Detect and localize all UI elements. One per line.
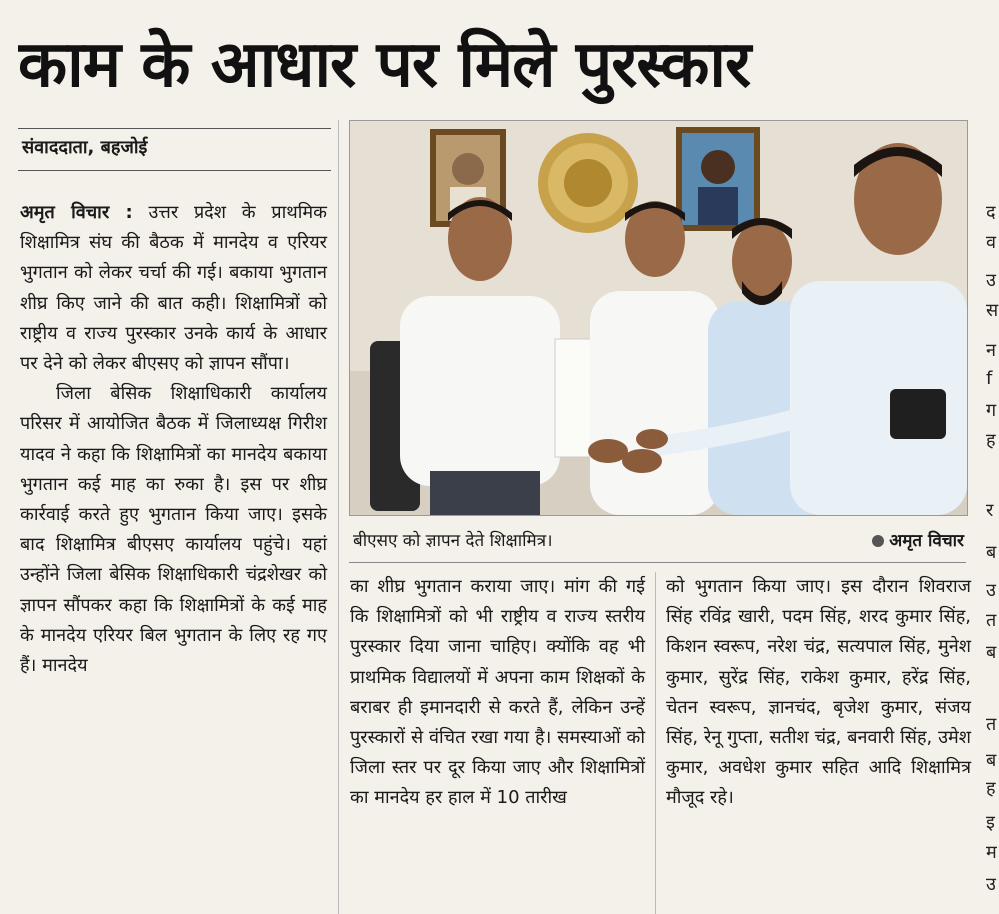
seal-emblem <box>538 133 638 233</box>
edge-fragment: ब <box>986 642 997 663</box>
lead-text: उत्तर प्रदेश के प्राथमिक शिक्षामित्र संघ की बैठक में मानदेय व एरियर भुगतान को लेकर चर्चा की गई। बकाया भुगतान शीघ्र किए जाने की बात कही। शिक्षामित्रों को राष्ट्रीय व राज्य पुरस्कार उनके कार्य के आधार पर देने को लेकर बीएसए को ज्ञापन सौंपा। <box>20 202 327 375</box>
edge-fragment: ग <box>986 400 997 421</box>
portrait-frame-right <box>676 127 760 231</box>
edge-fragment: ब <box>986 750 997 771</box>
edge-fragment: द <box>986 202 996 223</box>
edge-fragment: न <box>986 340 996 361</box>
edge-fragment: स <box>986 300 999 321</box>
body-paragraph-col2: का शीघ्र भुगतान कराया जाए। मांग की गई कि शिक्षामित्रों को भी राष्ट्रीय व राज्य स्तरीय पुरस्कार दिया जाना चाहिए। क्योंकि वह भी प्राथमिक विद्यालयों में अपना काम शिक्षकों के बराबर ही इमानदारी से करते हैं, लेकिन उन्हें पुरस्कारों से वंचित रखा गया है। समस्याओं को जिला स्तर पर दूर किया जाए और शिक्षामित्रों का मानदेय हर हाल में 10 तारीख <box>350 576 645 809</box>
article-column-3 <box>666 572 971 814</box>
column-divider-1 <box>338 120 339 914</box>
edge-fragment: ह <box>986 778 996 799</box>
headline-rule <box>18 128 331 129</box>
headline: काम के आधार पर मिले पुरस्कार <box>18 28 751 102</box>
photo-credit-text: अमृत विचार <box>889 531 964 551</box>
photo-caption-bar <box>349 518 966 563</box>
edge-fragment: म <box>986 842 997 863</box>
byline: संवाददाता, बहजोई <box>22 137 148 158</box>
photo-credit <box>872 528 964 551</box>
byline-rule <box>18 170 331 171</box>
body-paragraph-col1: जिला बेसिक शिक्षाधिकारी कार्यालय परिसर में आयोजित बैठक में जिलाध्यक्ष गिरीश यादव ने कहा कि शिक्षामित्रों का मानदेय बकाया भुगतान कई माह का रुका है। इस पर शीघ्र कार्रवाई करते हुए भुगतान किया जाए। इसके बाद शिक्षामित्र बीएसए कार्यालय पहुंचे। यहां उन्होंने जिला बेसिक शिक्षाधिकारी चंद्रशेखर को ज्ञापन सौंपकर कहा कि शिक्षामित्रों के कई माह के मानदेय एरियर बिल भुगतान के लिए रह गए हैं। मानदेय <box>20 383 327 677</box>
edge-fragment: ह <box>986 430 996 451</box>
edge-fragment: व <box>986 232 997 253</box>
lead-paragraph <box>20 198 327 379</box>
edge-fragment: उ <box>986 580 996 601</box>
photo-illustration <box>350 121 967 515</box>
edge-fragment: उ <box>986 270 996 291</box>
lead-label: अमृत विचार : <box>20 202 133 223</box>
edge-fragment: ब <box>986 542 997 563</box>
news-photo <box>349 120 968 516</box>
adjacent-article-edge <box>982 0 999 914</box>
bullet-dot-icon <box>872 535 884 547</box>
edge-fragment: इ <box>986 812 995 833</box>
column-divider-2 <box>655 572 656 914</box>
body-paragraph-col3: को भुगतान किया जाए। इस दौरान शिवराज सिंह रविंद्र खारी, पदम सिंह, शरद कुमार सिंह, किशन स्वरूप, नरेश चंद्र, सत्यपाल सिंह, मुनेश कुमार, सुरेंद्र सिंह, राकेश कुमार, हरेंद्र सिंह, चेतन स्वरूप, ज्ञानचंद, बृजेश कुमार, संजय सिंह, रेनू गुप्ता, सतीश चंद्र, बनवारी सिंह, उमेश कुमार, अवधेश कुमार सहित आदि शिक्षामित्र मौजूद रहे। <box>666 576 971 809</box>
article-column-1 <box>20 198 327 681</box>
article-column-2 <box>350 572 645 814</box>
edge-fragment: र <box>986 500 994 521</box>
edge-fragment: त <box>986 610 997 631</box>
edge-fragment: त <box>986 714 997 735</box>
edge-fragment: f <box>986 368 993 389</box>
photo-caption: बीएसए को ज्ञापन देते शिक्षामित्र। <box>353 531 553 551</box>
edge-fragment: उ <box>986 874 996 895</box>
